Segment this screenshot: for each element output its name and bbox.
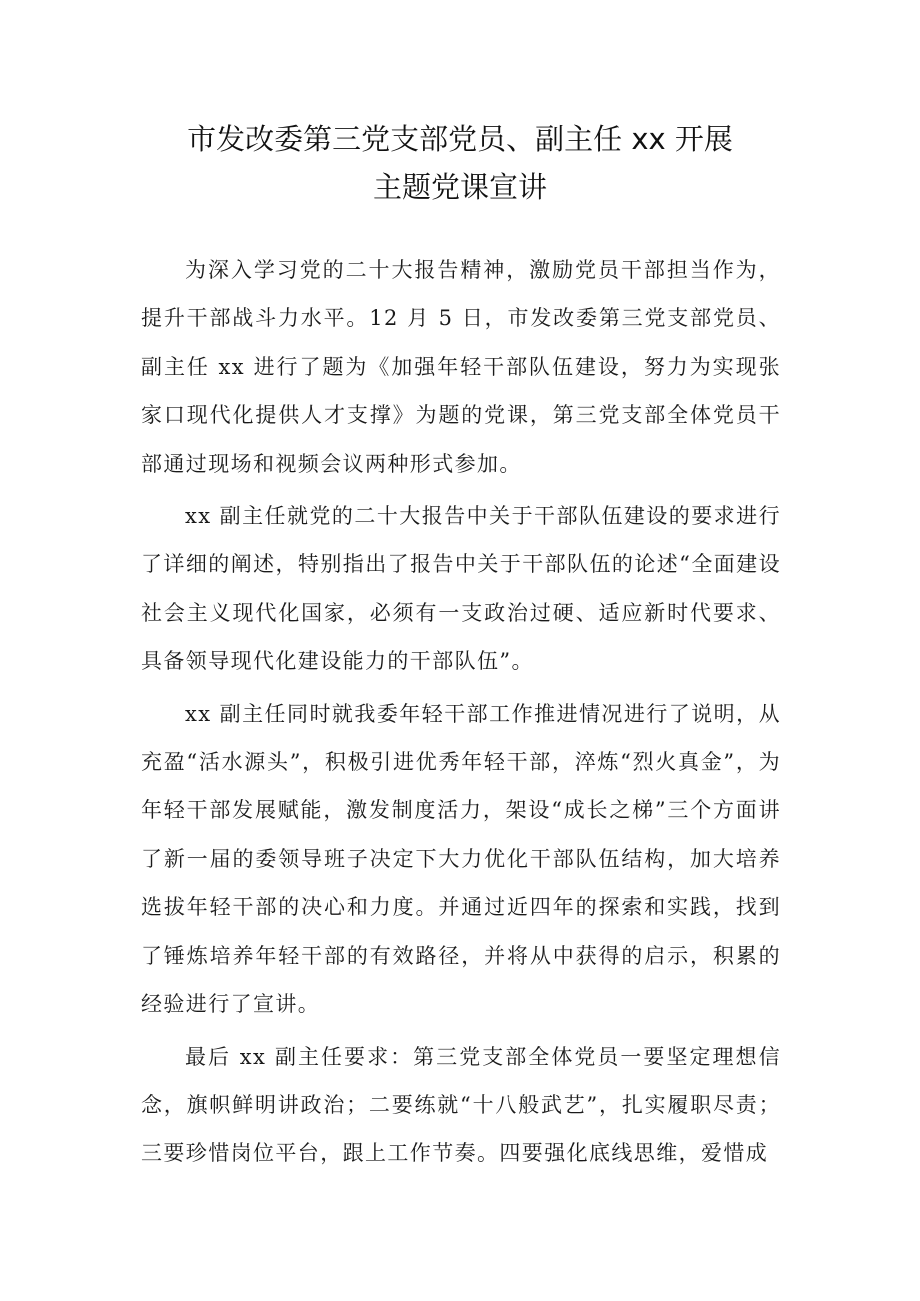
paragraph-3: xx 副主任同时就我委年轻干部工作推进情况进行了说明，从充盈“活水源头”，积极引进优秀年轻干部，淬炼“烈火真金”，为年轻干部发展赋能，激发制度活力，架设“成长之梯”三个方面讲了新一届的委领导班子决定下大力优化干部队伍结构，加大培养选拔年轻干部的决心和力度。并通过近四年的探索和实践，找到了锤炼培养年轻干部的有效路径，并将从中获得的启示，积累的经验进行了宣讲。 [141, 701, 781, 1017]
title-line-2: 主题党课宣讲 [372, 170, 547, 204]
paragraph-4: 最后 xx 副主任要求：第三党支部全体党员一要坚定理想信念，旗帜鲜明讲政治；二要练就“十八般武艺”，扎实履职尽责；三要珍惜岗位平台，跟上工作节奏。四要强化底线思维，爱惜成 [141, 1044, 781, 1166]
paragraph-2: xx 副主任就党的二十大报告中关于干部队伍建设的要求进行了详细的阐述，特别指出了报告中关于干部队伍的论述“全面建设社会主义现代化国家，必须有一支政治过硬、适应新时代要求、具备领导现代化建设能力的干部队伍”。 [141, 504, 781, 674]
document-body [141, 246, 781, 1182]
title-line-1: 市发改委第三党支部党员、副主任 xx 开展 [187, 122, 733, 156]
document-title [0, 115, 920, 211]
paragraph-1: 为深入学习党的二十大报告精神，激励党员干部担当作为，提升干部战斗力水平。12 月 5 日，市发改委第三党支部党员、副主任 xx 进行了题为《加强年轻干部队伍建设，努力为实现张家口现代化提供人才支撑》为题的党课，第三党支部全体党员干部通过现场和视频会议两种形式参加。 [141, 258, 781, 476]
